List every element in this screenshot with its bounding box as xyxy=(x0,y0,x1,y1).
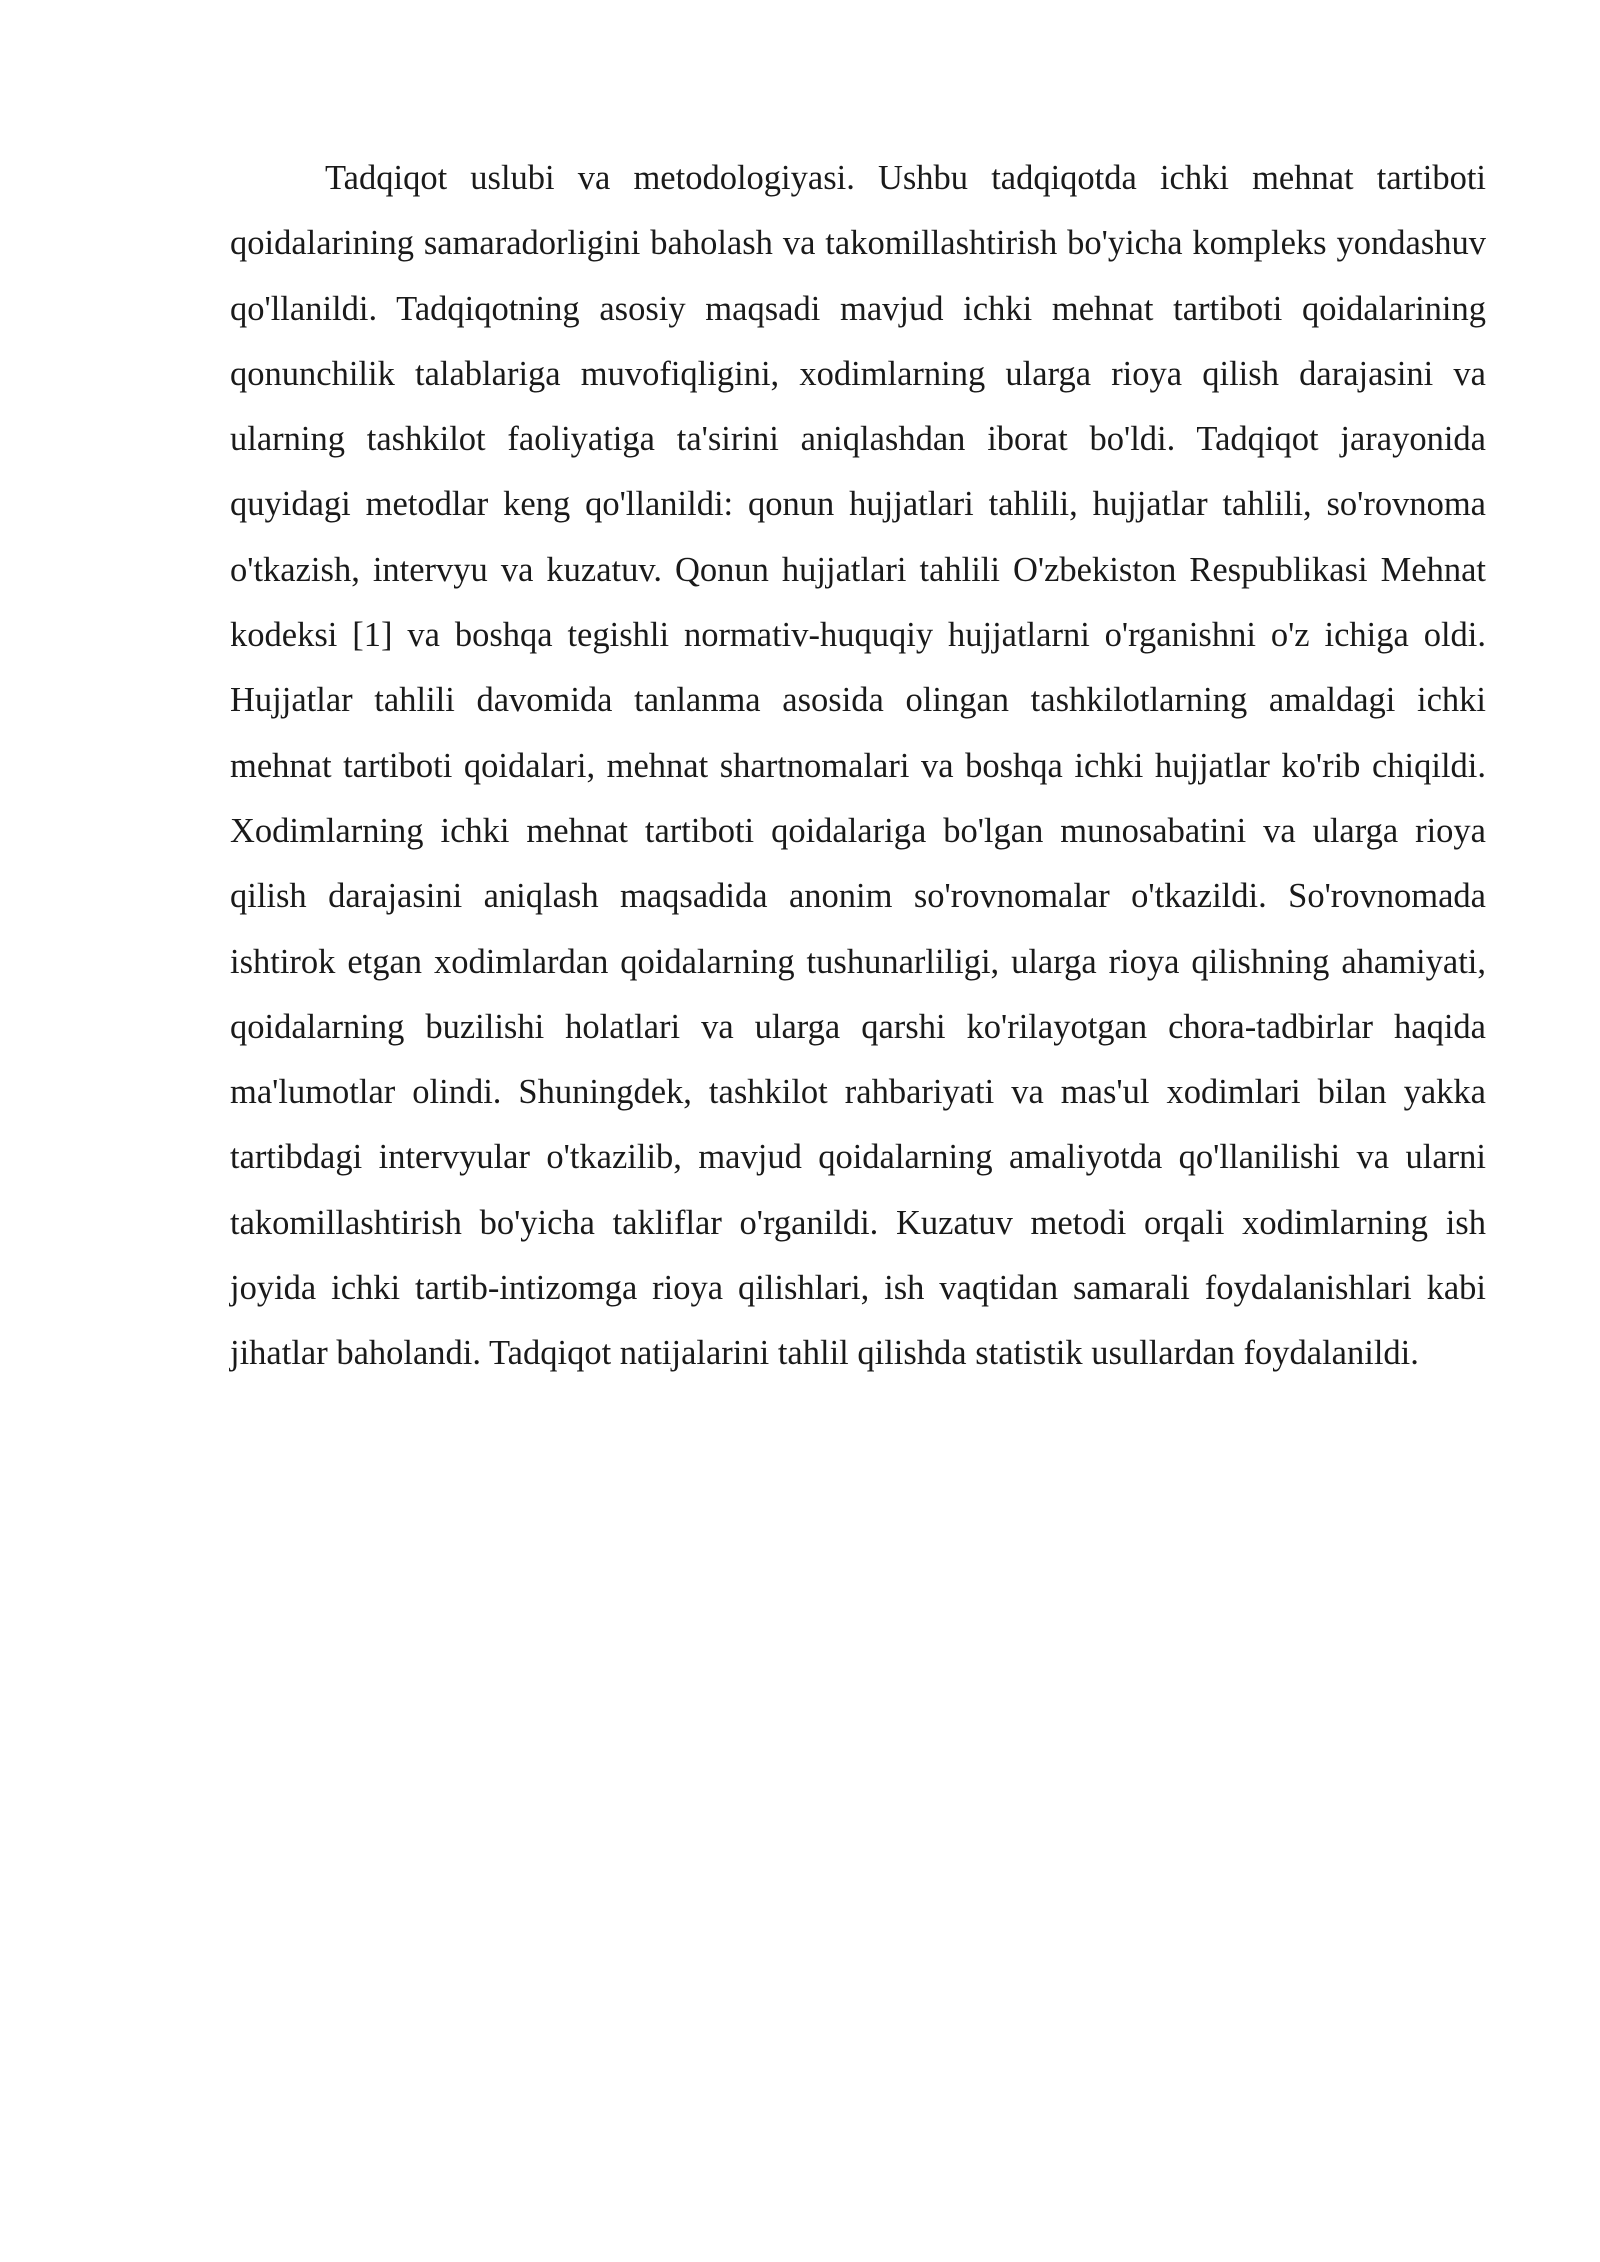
body-paragraph: Tadqiqot uslubi va metodologiyasi. Ushbu tadqiqotda ichki mehnat tartiboti qoidalarining samaradorligini baholash va takomillashtirish bo'yicha kompleks yondashuv qo'llanildi. Tadqiqotning asosiy maqsadi mavjud ichki mehnat tartiboti qoidalarining qonunchilik talablariga muvofiqligini, xodimlarning ularga rioya qilish darajasini va ularning tashkilot faoliyatiga ta'sirini aniqlashdan iborat bo'ldi. Tadqiqot jarayonida quyidagi metodlar keng qo'llanildi: qonun hujjatlari tahlili, hujjatlar tahlili, so'rovnoma o'tkazish, intervyu va kuzatuv. Qonun hujjatlari tahlili O'zbekiston Respublikasi Mehnat kodeksi [1] va boshqa tegishli normativ-huquqiy hujjatlarni o'rganishni o'z ichiga oldi. Hujjatlar tahlili davomida tanlanma asosida olingan tashkilotlarning amaldagi ichki mehnat tartiboti qoidalari, mehnat shartnomalari va boshqa ichki hujjatlar ko'rib chiqildi. Xodimlarning ichki mehnat tartiboti qoidalariga bo'lgan munosabatini va ularga rioya qilish darajasini aniqlash maqsadida anonim so'rovnomalar o'tkazildi. So'rovnomada ishtirok etgan xodimlardan qoidalarning tushunarliligi, ularga rioya qilishning ahamiyati, qoidalarning buzilishi holatlari va ularga qarshi ko'rilayotgan chora-tadbirlar haqida ma'lumotlar olindi. Shuningdek, tashkilot rahbariyati va mas'ul xodimlari bilan yakka tartibdagi intervyular o'tkazilib, mavjud qoidalarning amaliyotda qo'llanilishi va ularni takomillashtirish bo'yicha takliflar o'rganildi. Kuzatuv metodi orqali xodimlarning ish joyida ichki tartib-intizomga rioya qilishlari, ish vaqtidan samarali foydalanishlari kabi jihatlar baholandi. Tadqiqot natijalarini tahlil qilishda statistik usullardan foydalanildi. xyxy=(230,159,1486,1373)
